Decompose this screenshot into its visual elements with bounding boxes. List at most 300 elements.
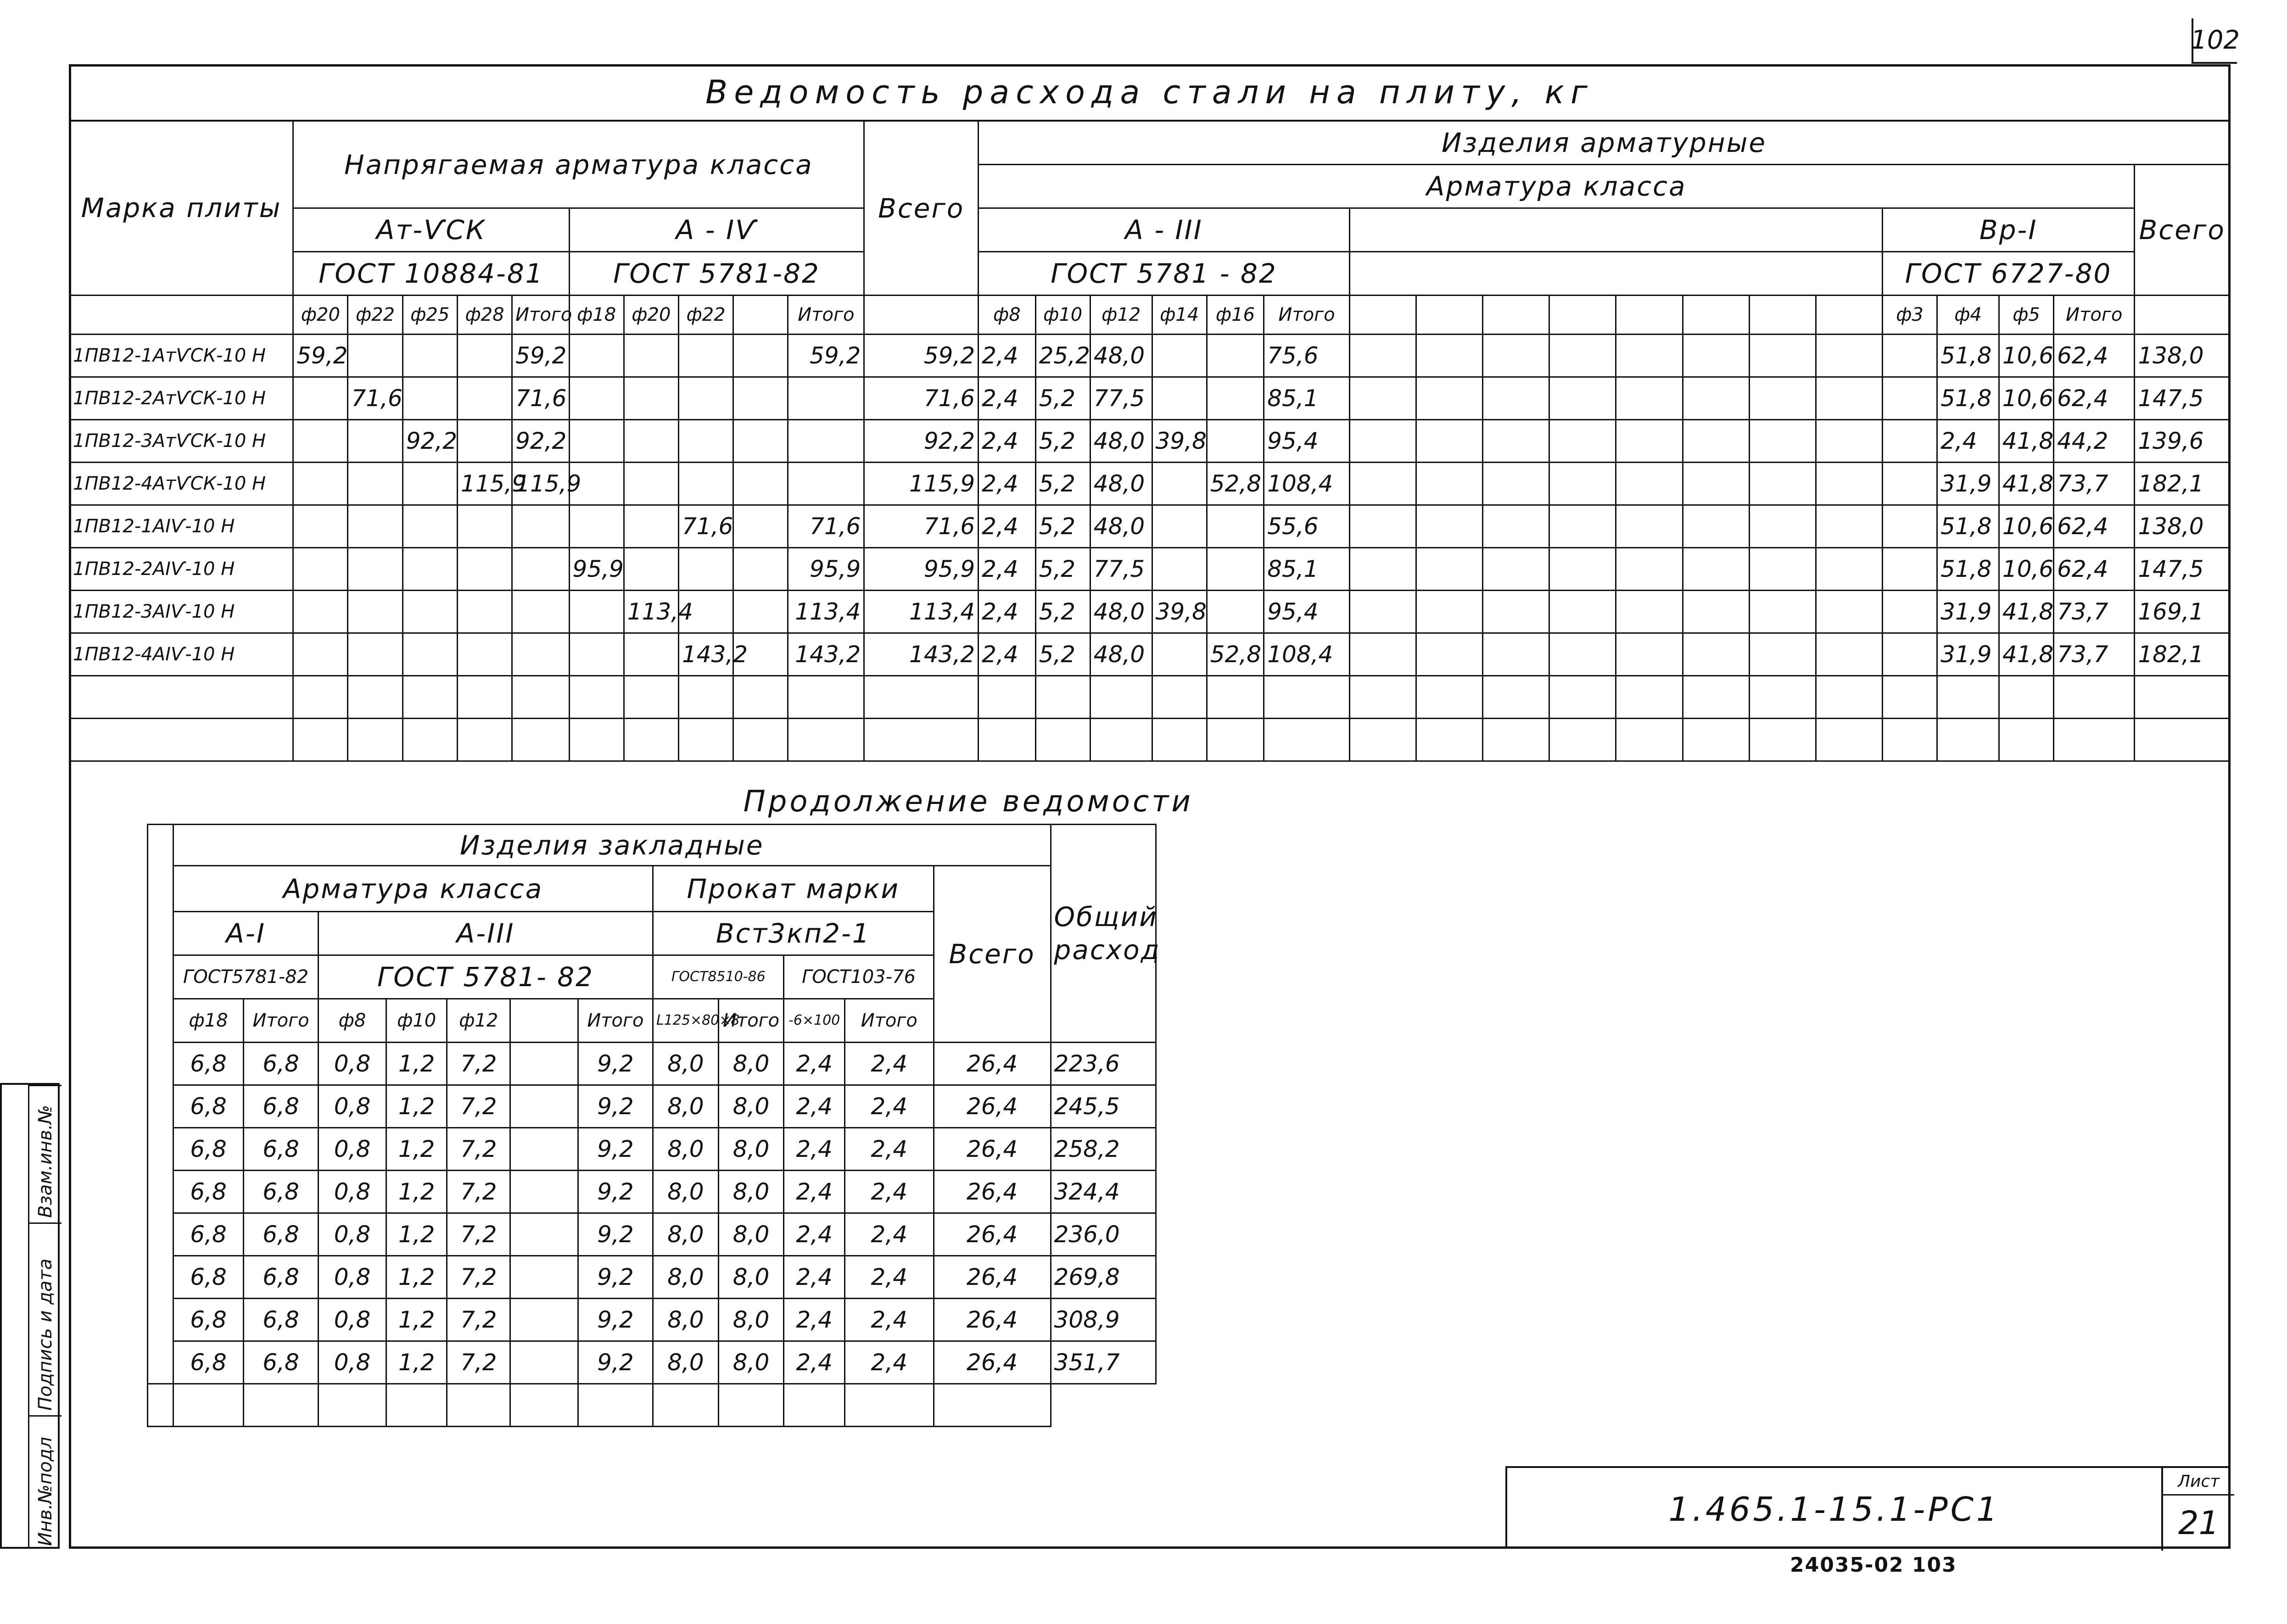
cont-col-3: ф10 — [386, 999, 447, 1043]
cont-cell — [510, 1043, 578, 1085]
cell-empty — [979, 676, 1035, 719]
sheet-box — [2161, 1468, 2232, 1551]
a4-diam-4: Итого — [788, 296, 864, 335]
cell-empty — [457, 676, 512, 719]
cell-bp: 62,4 — [2054, 377, 2135, 420]
row-mark: 1ПВ12-1АтѴСК-10 Н — [70, 335, 293, 377]
table-row — [70, 377, 2230, 420]
cont-overall: 324,4 — [1051, 1171, 1156, 1213]
cont-col-10: Итого — [844, 999, 934, 1043]
cont-cell: 2,4 — [844, 1299, 934, 1341]
cell-empty — [173, 1384, 244, 1427]
bp1-diam-3: Итого — [2054, 296, 2135, 335]
cell-empty — [569, 676, 624, 719]
cont-overall: 245,5 — [1051, 1085, 1156, 1128]
cell-empty — [1349, 719, 1416, 761]
cell-bp: 10,6 — [1999, 335, 2053, 377]
cell-empty — [1416, 335, 1482, 377]
at5ck-diam-2: ф25 — [403, 296, 457, 335]
cell-at: 59,2 — [512, 335, 569, 377]
cont-cell: 8,0 — [653, 1213, 718, 1256]
a3-diam-3: ф14 — [1152, 296, 1207, 335]
row-mark: 1ПВ12-2АтѴСК-10 Н — [70, 377, 293, 420]
cont-cell: 8,0 — [653, 1299, 718, 1341]
cell-at: 71,6 — [348, 377, 403, 420]
cell-a3: 77,5 — [1090, 548, 1152, 591]
row-mark: 1ПВ12-3АIѴ-10 Н — [70, 591, 293, 633]
cell-empty — [1816, 463, 1882, 505]
cont-cell: 6,8 — [243, 1299, 318, 1341]
row-mark: 1ПВ12-3АтѴСК-10 Н — [70, 420, 293, 463]
cell-at — [348, 591, 403, 633]
cont-cell: 8,0 — [718, 1341, 784, 1384]
cont-total: 26,4 — [934, 1213, 1051, 1256]
row-mark: 1ПВ12-1АIѴ-10 Н — [70, 505, 293, 548]
cell-a4: 113,4 — [624, 591, 678, 633]
cont-col-4: ф12 — [447, 999, 510, 1043]
cell-bp: 10,6 — [1999, 548, 2053, 591]
cell-empty — [1349, 377, 1416, 420]
cont-class-a3: А-III — [319, 912, 653, 955]
rebar-class-header: Арматура класса — [979, 165, 2135, 208]
cont-cell: 1,2 — [386, 1128, 447, 1171]
cell-at — [293, 377, 348, 420]
cell-empty — [1416, 420, 1482, 463]
diam-blank-total1 — [864, 296, 979, 335]
cell-empty — [386, 1384, 447, 1427]
cell-a4 — [788, 463, 864, 505]
at5ck-diam-0: ф20 — [293, 296, 348, 335]
cont-cell: 8,0 — [718, 1171, 784, 1213]
cell-at — [348, 548, 403, 591]
cell-a3: 48,0 — [1090, 463, 1152, 505]
cont-col-0: ф18 — [173, 999, 244, 1043]
cell-empty — [788, 676, 864, 719]
cell-empty — [457, 719, 512, 761]
cell-a4 — [624, 548, 678, 591]
a3-diam-4: ф16 — [1207, 296, 1264, 335]
gost-at5ck: ГОСТ 10884-81 — [293, 252, 569, 296]
cell-a4 — [569, 591, 624, 633]
cell-empty — [1264, 676, 1350, 719]
cell-a3 — [1152, 377, 1207, 420]
table-row — [70, 463, 2230, 505]
cont-class-a1: А-I — [173, 912, 319, 955]
cell-empty — [403, 676, 457, 719]
cont-cell: 9,2 — [578, 1256, 653, 1299]
cell-a3: 25,2 — [1035, 335, 1090, 377]
cell-empty — [678, 676, 733, 719]
cell-total1: 113,4 — [864, 591, 979, 633]
cont-cell: 7,2 — [447, 1299, 510, 1341]
cell-empty — [1416, 591, 1482, 633]
cell-a4 — [624, 633, 678, 676]
cont-cell: 9,2 — [578, 1299, 653, 1341]
cell-empty — [1483, 505, 1549, 548]
cell-a3: 2,4 — [979, 548, 1035, 591]
mark-header: Марка плиты — [70, 121, 293, 296]
bp1-diam-0: ф3 — [1882, 296, 1937, 335]
cont-cell: 2,4 — [844, 1085, 934, 1128]
cont-col-8: Итого — [718, 999, 784, 1043]
document-code: 1.465.1-15.1-РС1 — [1668, 1490, 2000, 1529]
cont-cell: 6,8 — [173, 1171, 244, 1213]
cell-empty — [1549, 377, 1616, 420]
table-row — [70, 420, 2230, 463]
cell-empty — [1816, 377, 1882, 420]
cont-cell: 2,4 — [784, 1085, 845, 1128]
continuation-title: Продолжение ведомости — [743, 785, 1193, 819]
cell-a3: 85,1 — [1264, 377, 1350, 420]
cell-a3: 2,4 — [979, 335, 1035, 377]
row-mark: 1ПВ12-4АIѴ-10 Н — [70, 633, 293, 676]
cont-cell: 9,2 — [578, 1213, 653, 1256]
cell-empty — [678, 719, 733, 761]
cell-empty — [1683, 591, 1749, 633]
a4-diam-0: ф18 — [569, 296, 624, 335]
cont-cell: 1,2 — [386, 1085, 447, 1128]
diam-blank-mid — [1816, 296, 1882, 335]
at5ck-diam-1: ф22 — [348, 296, 403, 335]
cont-cell: 8,0 — [653, 1171, 718, 1213]
cell-a3: 95,4 — [1264, 591, 1350, 633]
embedded-header: Изделия закладные — [173, 825, 1051, 866]
cont-overall: 236,0 — [1051, 1213, 1156, 1256]
cell-a3 — [1207, 591, 1264, 633]
cell-a4 — [569, 633, 624, 676]
cell-empty — [784, 1384, 845, 1427]
cell-bp: 73,7 — [2054, 463, 2135, 505]
cont-gost-rolled2: ГОСТ103-76 — [784, 955, 934, 999]
cell-a3: 75,6 — [1264, 335, 1350, 377]
cell-a4 — [733, 591, 788, 633]
cont-cell: 0,8 — [319, 1171, 386, 1213]
cont-cell: 6,8 — [243, 1213, 318, 1256]
cell-total2: 138,0 — [2135, 335, 2230, 377]
cell-bp — [1882, 420, 1937, 463]
cell-at: 115,9 — [512, 463, 569, 505]
cont-cell: 8,0 — [653, 1256, 718, 1299]
table-row — [148, 1299, 1156, 1341]
cont-cell: 8,0 — [718, 1128, 784, 1171]
cell-empty — [447, 1384, 510, 1427]
cell-at — [512, 591, 569, 633]
cell-empty — [1999, 719, 2053, 761]
cell-empty — [733, 676, 788, 719]
embedded-products-table — [147, 824, 1161, 1427]
cell-total1: 59,2 — [864, 335, 979, 377]
cell-a3: 52,8 — [1207, 463, 1264, 505]
cont-cell: 2,4 — [784, 1299, 845, 1341]
diam-blank-mid — [1483, 296, 1549, 335]
cell-empty — [1549, 719, 1616, 761]
cell-at — [293, 633, 348, 676]
cell-empty — [1549, 591, 1616, 633]
a4-diam-3 — [733, 296, 788, 335]
cell-bp: 41,8 — [1999, 633, 2053, 676]
cell-a4: 71,6 — [678, 505, 733, 548]
cell-a3 — [1152, 505, 1207, 548]
cont-cell: 1,2 — [386, 1171, 447, 1213]
cell-a4 — [624, 377, 678, 420]
cell-empty — [1749, 463, 1816, 505]
cell-empty — [148, 1384, 173, 1427]
cell-bp: 51,8 — [1937, 377, 1999, 420]
cont-cell: 2,4 — [784, 1043, 845, 1085]
cell-a3: 39,8 — [1152, 420, 1207, 463]
cell-a3: 2,4 — [979, 377, 1035, 420]
cell-at — [457, 633, 512, 676]
cell-empty — [1683, 463, 1749, 505]
cell-empty — [733, 719, 788, 761]
gost-a4: ГОСТ 5781-82 — [569, 252, 864, 296]
cont-cell: 7,2 — [447, 1256, 510, 1299]
cell-bp: 10,6 — [1999, 505, 2053, 548]
products-total-header: Всего — [2135, 165, 2230, 296]
cont-cell: 9,2 — [578, 1128, 653, 1171]
cont-total: 26,4 — [934, 1341, 1051, 1384]
cell-a4 — [733, 548, 788, 591]
cell-total2: 147,5 — [2135, 548, 2230, 591]
cell-empty — [2054, 719, 2135, 761]
cont-cell: 7,2 — [447, 1171, 510, 1213]
cell-a4 — [733, 420, 788, 463]
cell-a3 — [1207, 335, 1264, 377]
cont-cell — [510, 1128, 578, 1171]
cell-empty — [624, 676, 678, 719]
cont-col-6: Итого — [578, 999, 653, 1043]
cell-at — [403, 505, 457, 548]
cell-at — [457, 420, 512, 463]
cell-empty — [1416, 505, 1482, 548]
class-a4: А - IѴ — [569, 208, 864, 252]
cell-a3: 77,5 — [1090, 377, 1152, 420]
cell-total1: 143,2 — [864, 633, 979, 676]
cont-cell: 8,0 — [718, 1213, 784, 1256]
cont-total: 26,4 — [934, 1128, 1051, 1171]
cell-bp — [1882, 335, 1937, 377]
cell-a4 — [569, 377, 624, 420]
table-row — [70, 548, 2230, 591]
cell-empty — [1549, 335, 1616, 377]
cell-empty — [510, 1384, 578, 1427]
cell-a4 — [678, 463, 733, 505]
cell-a4: 143,2 — [788, 633, 864, 676]
cont-cell: 0,8 — [319, 1213, 386, 1256]
cont-cell: 6,8 — [243, 1341, 318, 1384]
cell-a4 — [788, 420, 864, 463]
cell-empty — [1483, 377, 1549, 420]
cell-empty — [1207, 676, 1264, 719]
cell-a3: 85,1 — [1264, 548, 1350, 591]
cell-empty — [2054, 676, 2135, 719]
cell-a4 — [569, 505, 624, 548]
cell-bp: 62,4 — [2054, 548, 2135, 591]
cell-at — [512, 548, 569, 591]
cont-cell — [510, 1256, 578, 1299]
cont-cell: 7,2 — [447, 1341, 510, 1384]
class-bp1: Вр-I — [1882, 208, 2134, 252]
cell-at — [457, 335, 512, 377]
document-title: Ведомость расхода стали на плиту, кг — [69, 64, 2231, 122]
cell-empty — [1483, 719, 1549, 761]
cell-empty — [70, 676, 293, 719]
cell-bp: 31,9 — [1937, 463, 1999, 505]
cell-empty — [1749, 676, 1816, 719]
cell-empty — [1683, 505, 1749, 548]
side-approval-strip — [0, 1083, 60, 1549]
cont-cell: 0,8 — [319, 1256, 386, 1299]
cell-a3 — [1152, 335, 1207, 377]
cell-empty — [319, 1384, 386, 1427]
diam-blank-mark — [70, 296, 293, 335]
cell-bp — [1882, 505, 1937, 548]
cell-empty — [1749, 719, 1816, 761]
cell-empty — [293, 719, 348, 761]
diam-blank-mid — [1683, 296, 1749, 335]
cell-empty — [1264, 719, 1350, 761]
cell-bp: 62,4 — [2054, 335, 2135, 377]
cont-cell — [510, 1085, 578, 1128]
cell-empty — [1683, 719, 1749, 761]
cont-cell: 2,4 — [784, 1171, 845, 1213]
cell-empty — [788, 719, 864, 761]
cell-empty — [1816, 505, 1882, 548]
cont-cell: 6,8 — [173, 1128, 244, 1171]
sheet-label: Лист — [2163, 1468, 2234, 1496]
cell-empty — [1749, 420, 1816, 463]
cell-empty — [1483, 676, 1549, 719]
cell-a3: 5,2 — [1035, 420, 1090, 463]
cell-a4: 59,2 — [788, 335, 864, 377]
cell-empty — [2135, 676, 2230, 719]
cell-a3: 2,4 — [979, 463, 1035, 505]
cont-cell: 8,0 — [718, 1085, 784, 1128]
rolled-grade: Вст3кп2-1 — [653, 912, 934, 955]
cell-a4 — [733, 505, 788, 548]
table-row — [70, 505, 2230, 548]
cell-a4 — [678, 335, 733, 377]
cell-empty — [1152, 676, 1207, 719]
cell-empty — [1549, 633, 1616, 676]
cell-at — [457, 548, 512, 591]
cont-rebar-class-header: Арматура класса — [173, 866, 653, 912]
cont-col-1: Итого — [243, 999, 318, 1043]
cell-bp — [1882, 633, 1937, 676]
cont-margin-col — [148, 825, 173, 1384]
rolled-header: Прокат марки — [653, 866, 934, 912]
cell-at — [512, 633, 569, 676]
cell-a4: 95,9 — [569, 548, 624, 591]
cell-empty — [1816, 335, 1882, 377]
cell-empty — [1816, 633, 1882, 676]
cell-a4 — [733, 463, 788, 505]
cont-cell — [510, 1171, 578, 1213]
side-label-original-inv: Инв.№подл — [35, 1437, 56, 1546]
cont-cell: 9,2 — [578, 1171, 653, 1213]
cell-bp: 51,8 — [1937, 335, 1999, 377]
cell-a3 — [1207, 420, 1264, 463]
cont-cell: 0,8 — [319, 1299, 386, 1341]
cont-gost-a1: ГОСТ5781-82 — [173, 955, 319, 999]
gost-a3: ГОСТ 5781 - 82 — [979, 252, 1350, 296]
cont-cell: 2,4 — [844, 1213, 934, 1256]
cont-cell: 6,8 — [173, 1043, 244, 1085]
empty-class-cell — [1349, 208, 1882, 252]
cell-empty — [569, 719, 624, 761]
cell-a4 — [624, 335, 678, 377]
cell-empty — [1683, 676, 1749, 719]
cell-empty — [1416, 377, 1482, 420]
bp1-diam-1: ф4 — [1937, 296, 1999, 335]
cell-empty — [624, 719, 678, 761]
table-row — [148, 1213, 1156, 1256]
cont-cell: 2,4 — [844, 1341, 934, 1384]
cell-empty — [1549, 420, 1616, 463]
cell-empty — [1152, 719, 1207, 761]
a4-diam-1: ф20 — [624, 296, 678, 335]
cell-bp: 62,4 — [2054, 505, 2135, 548]
cont-cell: 2,4 — [784, 1213, 845, 1256]
cell-empty — [1483, 548, 1549, 591]
cont-gost-a3: ГОСТ 5781- 82 — [319, 955, 653, 999]
cont-cell: 2,4 — [844, 1171, 934, 1213]
cell-at: 59,2 — [293, 335, 348, 377]
products-header: Изделия арматурные — [979, 121, 2230, 165]
cell-empty — [1349, 335, 1416, 377]
cell-at — [403, 377, 457, 420]
cont-col-2: ф8 — [319, 999, 386, 1043]
diam-blank-mid — [1349, 296, 1416, 335]
cell-empty — [1616, 591, 1683, 633]
cell-a4 — [569, 335, 624, 377]
cont-cell: 1,2 — [386, 1341, 447, 1384]
cont-total: 26,4 — [934, 1043, 1051, 1085]
cont-cell: 6,8 — [173, 1341, 244, 1384]
cell-at — [403, 633, 457, 676]
cell-empty — [1882, 719, 1937, 761]
cont-col-7: L125×80×8 — [653, 999, 718, 1043]
cell-a3: 5,2 — [1035, 505, 1090, 548]
table-row — [148, 1341, 1156, 1384]
side-label-replaced-inv: Взам.инв.№ — [35, 1105, 56, 1218]
cell-empty — [1207, 719, 1264, 761]
cell-a3: 95,4 — [1264, 420, 1350, 463]
at5ck-diam-4: Итого — [512, 296, 569, 335]
cell-bp: 31,9 — [1937, 633, 1999, 676]
cell-a3: 5,2 — [1035, 463, 1090, 505]
a3-diam-5: Итого — [1264, 296, 1350, 335]
cell-a3: 52,8 — [1207, 633, 1264, 676]
cell-a4 — [788, 377, 864, 420]
cell-empty — [1683, 335, 1749, 377]
class-a3: А - III — [979, 208, 1350, 252]
cell-a3 — [1207, 548, 1264, 591]
cell-empty — [1749, 335, 1816, 377]
cont-cell: 0,8 — [319, 1043, 386, 1085]
diam-blank-mid — [1616, 296, 1683, 335]
diam-blank-mid — [1549, 296, 1616, 335]
cell-at — [348, 463, 403, 505]
cell-empty — [1616, 719, 1683, 761]
cell-empty — [1090, 719, 1152, 761]
cont-col-5 — [510, 999, 578, 1043]
cell-a4: 143,2 — [678, 633, 733, 676]
cell-at — [293, 505, 348, 548]
cell-empty — [512, 719, 569, 761]
cell-bp: 44,2 — [2054, 420, 2135, 463]
cell-empty — [1483, 633, 1549, 676]
